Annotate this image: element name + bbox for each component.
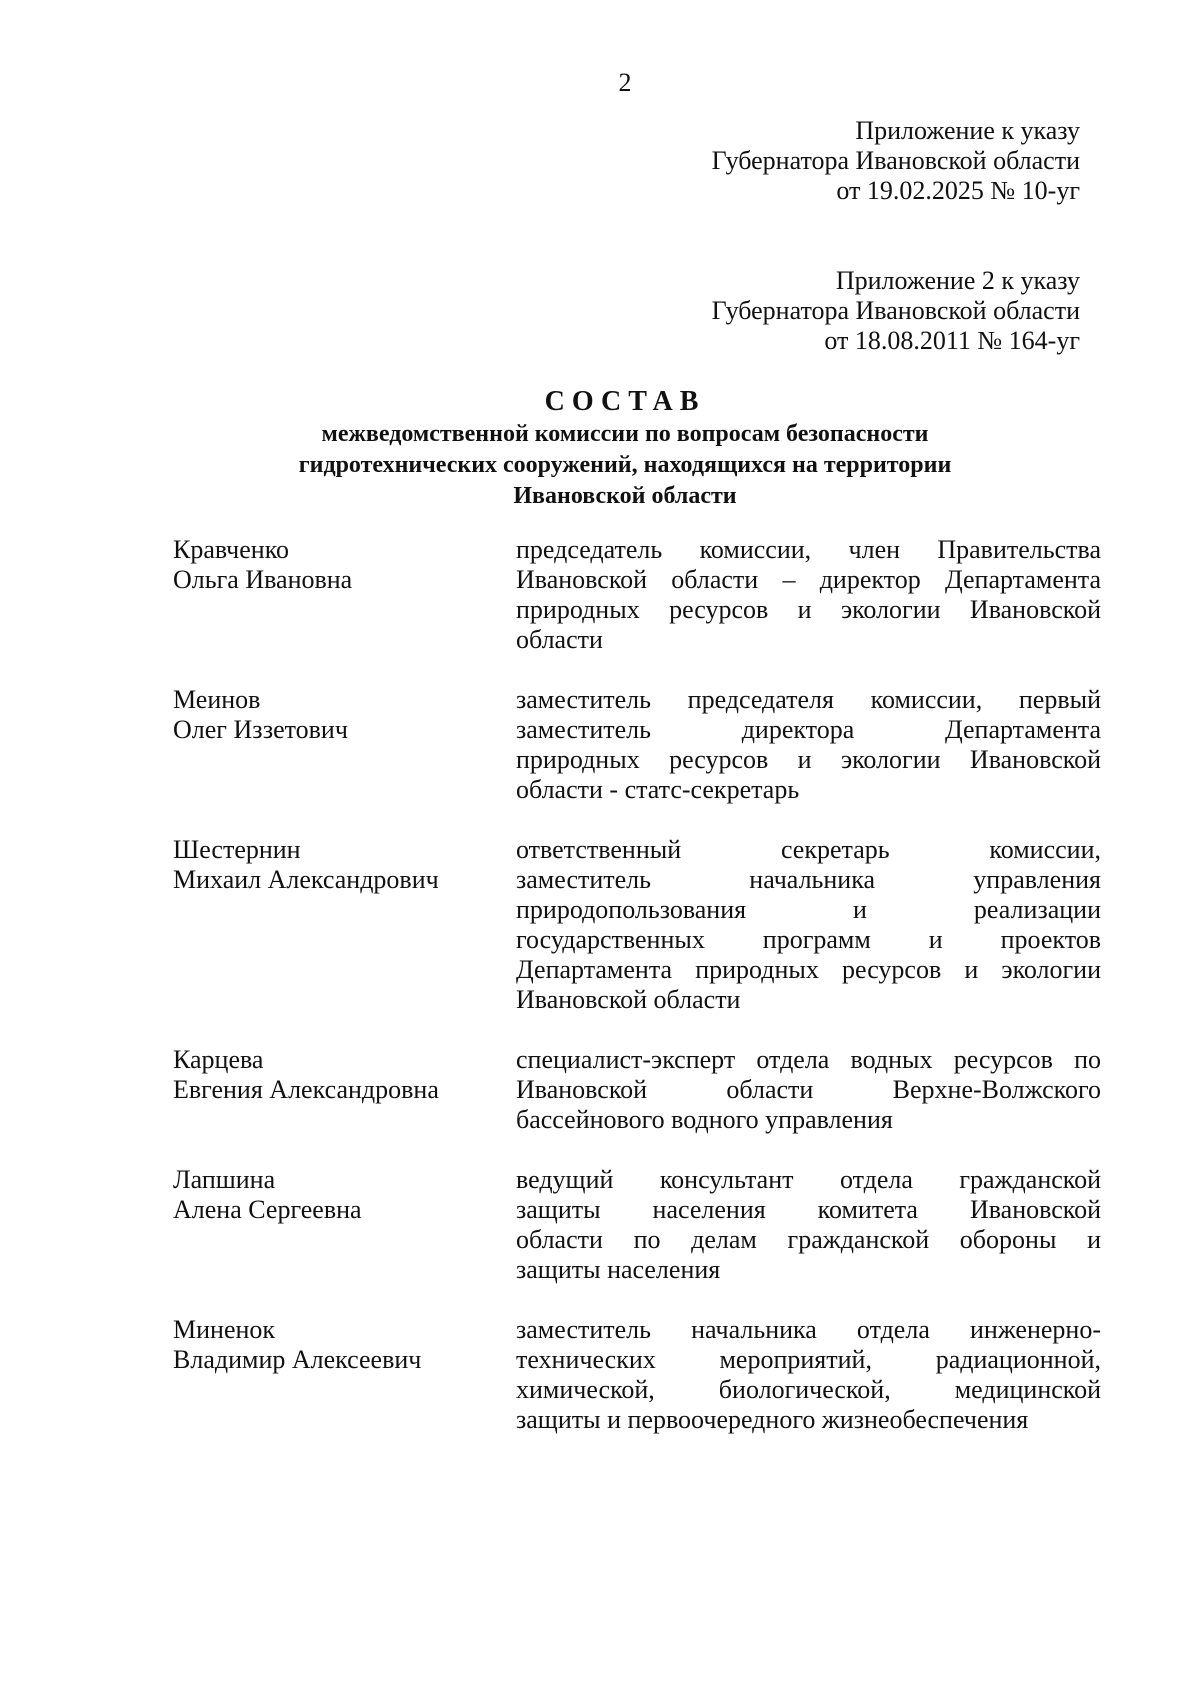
member-position [516,1315,1101,1435]
title-subheading-line: межведомственной комиссии по вопросам безопасности [321,421,929,447]
appendix-date-number: от 19.02.2025 № 10-уг [836,176,1080,205]
member-entry [173,1045,1101,1135]
member-name [173,535,516,595]
member-position-line: природопользования и реализации [516,895,1101,924]
title-subheading-line: гидротехнических сооружений, находящихся на территории [298,452,952,478]
member-name [173,835,516,895]
member-position [516,685,1101,805]
member-given-names: Владимир Алексеевич [173,1345,422,1374]
member-position [516,535,1101,655]
member-entry [173,835,1101,1015]
member-entry [173,1315,1101,1435]
member-position-line: заместитель председателя комиссии, первый [516,685,1101,714]
member-position-line: заместитель начальника управления [516,865,1101,894]
member-position-line: заместитель начальника отдела инженерно- [516,1315,1101,1344]
member-given-names: Евгения Александровна [173,1075,439,1104]
member-entry [173,685,1101,805]
member-surname: Лапшина [173,1165,276,1194]
member-position-line: Департамента природных ресурсов и экологии [516,955,1101,984]
appendix-line: Губернатора Ивановской области [711,146,1080,175]
member-name [173,1045,516,1105]
member-position-line: Ивановской области [516,985,741,1014]
member-surname: Миненок [173,1315,276,1344]
member-position-line: ответственный секретарь комиссии, [516,835,1101,864]
member-position-line: области - статс-секретарь [516,775,800,804]
member-position-line: специалист-эксперт отдела водных ресурсов по [516,1045,1101,1074]
member-given-names: Алена Сергеевна [173,1195,362,1224]
member-surname: Карцева [173,1045,264,1074]
member-position-line: области [516,625,603,654]
member-position-line: природных ресурсов и экологии Ивановской [516,595,1101,624]
member-given-names: Михаил Александрович [173,865,439,894]
member-entry [173,535,1101,655]
member-position-line: защиты населения [516,1255,721,1284]
member-name [173,685,516,745]
member-position [516,835,1101,1015]
appendix-line: Приложение 2 к указу [835,266,1080,295]
appendix-line: Губернатора Ивановской области [711,296,1080,325]
title-subheading-line: Ивановской области [513,483,737,509]
member-name [173,1315,516,1375]
member-name [173,1165,516,1225]
member-position-line: бассейнового водного управления [516,1105,893,1134]
member-given-names: Олег Иззетович [173,715,348,744]
member-given-names: Ольга Ивановна [173,565,353,594]
member-entry [173,1165,1101,1285]
member-surname: Кравченко [173,535,290,564]
appendix-reference-current [712,116,1080,206]
member-position-line: химической, биологической, медицинской [516,1375,1101,1404]
appendix-line: Приложение к указу [855,116,1080,145]
member-position-line: области по делам гражданской обороны и [516,1225,1101,1254]
member-surname: Меинов [173,685,261,714]
member-position-line: природных ресурсов и экологии Ивановской [516,745,1101,774]
member-position-line: защиты населения комитета Ивановской [516,1195,1101,1224]
appendix-date-number: от 18.08.2011 № 164-уг [824,326,1080,355]
member-position-line: заместитель директора Департамента [516,715,1101,744]
title-heading: СОСТАВ [544,386,706,417]
document-title [130,385,1120,512]
commission-members-list [173,535,1101,1465]
member-position [516,1165,1101,1285]
member-position-line: Ивановской области Верхне-Волжского [516,1075,1101,1104]
member-position-line: защиты и первоочередного жизнеобеспечения [516,1405,1029,1434]
member-position-line: председатель комиссии, член Правительства [516,535,1101,564]
member-position-line: государственных программ и проектов [516,925,1101,954]
member-position-line: Ивановской области – директор Департамента [516,565,1101,594]
member-surname: Шестернин [173,835,301,864]
member-position [516,1045,1101,1135]
page-number: 2 [618,68,632,97]
member-position-line: ведущий консультант отдела гражданской [516,1165,1101,1194]
appendix-reference-original [712,266,1080,356]
member-position-line: технических мероприятий, радиационной, [516,1345,1101,1374]
